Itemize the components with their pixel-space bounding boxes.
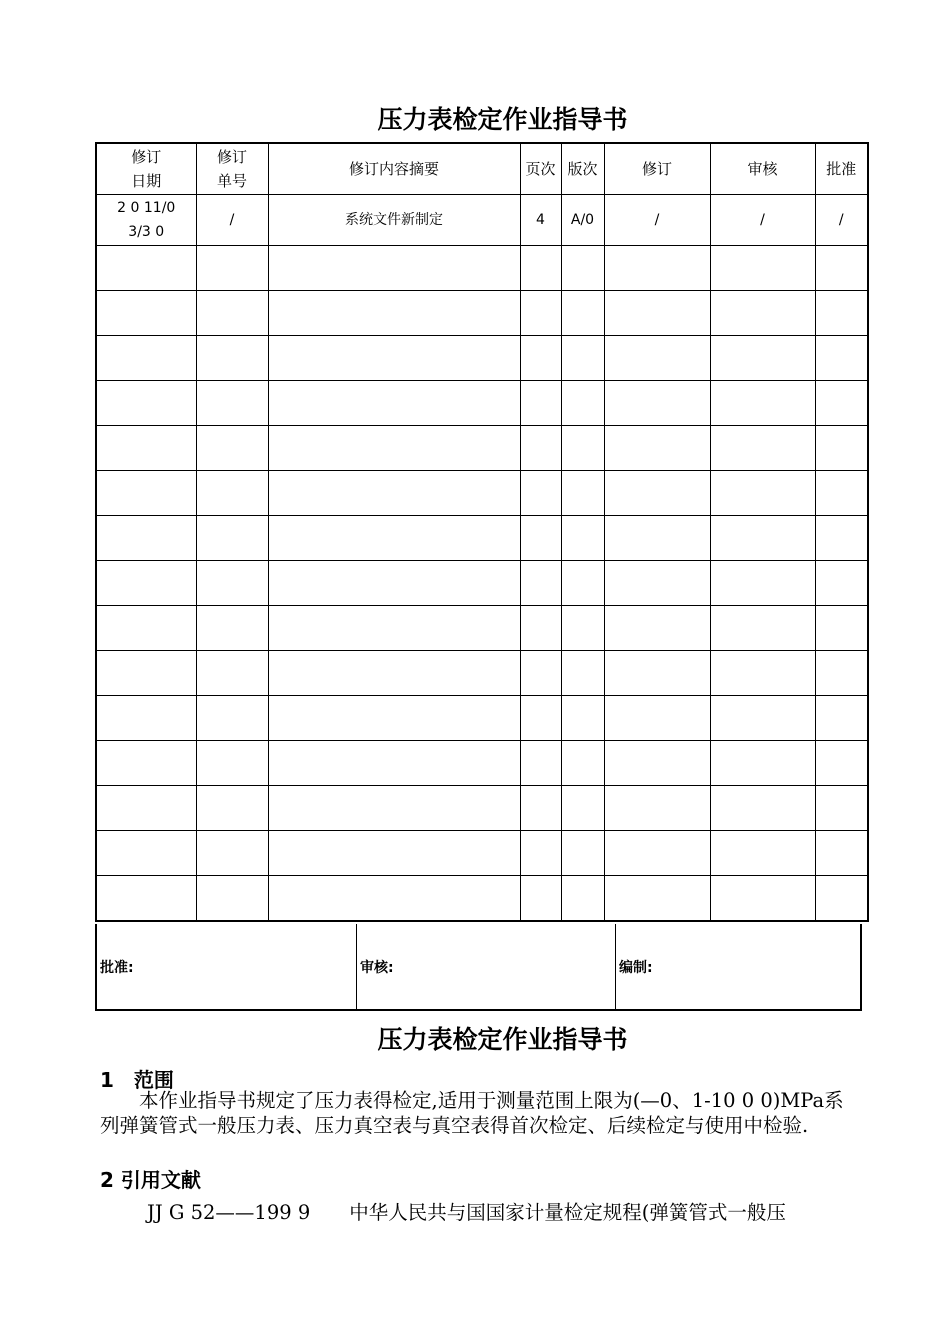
header-approve: 批准 xyxy=(815,143,868,195)
table-cell xyxy=(815,786,868,831)
table-row xyxy=(96,516,868,561)
table-cell xyxy=(196,741,268,786)
table-cell xyxy=(561,471,604,516)
table-cell xyxy=(561,696,604,741)
table-cell xyxy=(520,561,561,606)
table-cell xyxy=(268,291,520,336)
table-cell xyxy=(604,831,710,876)
table-cell xyxy=(196,336,268,381)
table-row xyxy=(96,426,868,471)
table-cell xyxy=(710,786,815,831)
table-cell xyxy=(520,246,561,291)
table-cell xyxy=(710,876,815,922)
table-row xyxy=(96,246,868,291)
table-cell xyxy=(561,381,604,426)
cell-content: 系统文件新制定 xyxy=(268,195,520,246)
table-cell xyxy=(815,831,868,876)
table-row xyxy=(96,741,868,786)
table-cell xyxy=(710,696,815,741)
table-cell xyxy=(604,606,710,651)
header-revision-number: 修订 单号 xyxy=(196,143,268,195)
table-cell xyxy=(268,696,520,741)
table-cell xyxy=(96,741,196,786)
table-cell xyxy=(520,786,561,831)
table-cell xyxy=(268,741,520,786)
table-cell xyxy=(196,561,268,606)
table-row xyxy=(96,381,868,426)
table-cell xyxy=(710,381,815,426)
table-cell xyxy=(96,381,196,426)
cell-number: / xyxy=(196,195,268,246)
table-cell xyxy=(604,291,710,336)
table-cell xyxy=(561,876,604,922)
table-cell xyxy=(268,831,520,876)
table-cell xyxy=(520,336,561,381)
table-cell xyxy=(96,561,196,606)
table-cell xyxy=(604,246,710,291)
table-cell xyxy=(96,336,196,381)
table-cell xyxy=(96,786,196,831)
table-cell xyxy=(815,651,868,696)
table-cell xyxy=(561,561,604,606)
table-cell xyxy=(96,426,196,471)
table-cell xyxy=(710,831,815,876)
table-cell xyxy=(96,291,196,336)
signoff-box xyxy=(95,924,862,1011)
table-cell xyxy=(96,516,196,561)
table-cell xyxy=(815,876,868,922)
table-cell xyxy=(561,336,604,381)
table-cell xyxy=(268,561,520,606)
table-row xyxy=(96,786,868,831)
table-cell xyxy=(520,741,561,786)
signoff-approve: 批准: xyxy=(100,959,134,976)
signoff-compile: 编制: xyxy=(615,924,864,1009)
table-cell xyxy=(268,876,520,922)
table-row xyxy=(96,195,868,246)
table-cell xyxy=(196,291,268,336)
signoff-review: 审核: xyxy=(356,924,615,1009)
header-revise: 修订 xyxy=(604,143,710,195)
table-cell xyxy=(520,426,561,471)
table-cell xyxy=(520,471,561,516)
table-cell xyxy=(604,786,710,831)
table-cell xyxy=(561,786,604,831)
table-cell xyxy=(520,291,561,336)
table-cell xyxy=(710,336,815,381)
table-cell xyxy=(268,516,520,561)
document-title-repeat: 压力表检定作业指导书 xyxy=(377,1025,628,1054)
table-cell xyxy=(268,651,520,696)
table-cell xyxy=(196,651,268,696)
table-cell xyxy=(196,606,268,651)
table-cell xyxy=(268,606,520,651)
table-cell xyxy=(268,426,520,471)
table-cell xyxy=(268,336,520,381)
table-cell xyxy=(96,876,196,922)
table-row xyxy=(96,696,868,741)
table-cell xyxy=(561,246,604,291)
table-cell xyxy=(815,246,868,291)
table-cell xyxy=(196,831,268,876)
table-cell xyxy=(604,426,710,471)
table-cell xyxy=(561,741,604,786)
table-row xyxy=(96,876,868,922)
header-version: 版次 xyxy=(561,143,604,195)
table-cell xyxy=(561,831,604,876)
table-cell xyxy=(604,696,710,741)
table-cell xyxy=(710,291,815,336)
table-cell xyxy=(604,471,710,516)
table-cell xyxy=(710,741,815,786)
table-cell xyxy=(96,696,196,741)
table-cell xyxy=(710,516,815,561)
table-cell xyxy=(196,426,268,471)
table-cell xyxy=(710,426,815,471)
table-cell xyxy=(561,426,604,471)
table-cell xyxy=(604,741,710,786)
table-cell xyxy=(520,831,561,876)
table-cell xyxy=(96,471,196,516)
cell-review: / xyxy=(710,195,815,246)
table-cell xyxy=(604,651,710,696)
table-cell xyxy=(268,246,520,291)
table-row xyxy=(96,561,868,606)
table-cell xyxy=(815,381,868,426)
table-cell xyxy=(815,471,868,516)
table-cell xyxy=(815,696,868,741)
table-cell xyxy=(710,606,815,651)
table-cell xyxy=(710,471,815,516)
table-cell xyxy=(520,651,561,696)
table-cell xyxy=(815,606,868,651)
table-cell xyxy=(604,561,710,606)
table-cell xyxy=(96,606,196,651)
table-cell xyxy=(520,876,561,922)
table-cell xyxy=(268,381,520,426)
section-1-paragraph: 本作业指导书规定了压力表得检定,适用于测量范围上限为(—0、1-10 0 0)MPa系列弹簧管式一般压力表、压力真空表与真空表得首次检定、后续检定与使用中检验. xyxy=(100,1089,844,1137)
document-title: 压力表检定作业指导书 xyxy=(377,105,628,134)
table-row xyxy=(96,606,868,651)
cell-date: 2 0 11/0 3/3 0 xyxy=(96,195,196,246)
table-cell xyxy=(561,651,604,696)
table-cell xyxy=(196,471,268,516)
table-cell xyxy=(710,246,815,291)
table-cell xyxy=(710,651,815,696)
table-row xyxy=(96,831,868,876)
header-review: 审核 xyxy=(710,143,815,195)
table-row xyxy=(96,651,868,696)
table-cell xyxy=(604,336,710,381)
table-row xyxy=(96,291,868,336)
table-cell xyxy=(815,516,868,561)
table-cell xyxy=(815,426,868,471)
table-cell xyxy=(815,741,868,786)
table-row xyxy=(96,471,868,516)
table-cell xyxy=(196,246,268,291)
table-cell xyxy=(561,291,604,336)
table-cell xyxy=(604,381,710,426)
table-cell xyxy=(561,606,604,651)
table-cell xyxy=(96,831,196,876)
table-cell xyxy=(815,336,868,381)
revision-table xyxy=(95,142,869,922)
table-cell xyxy=(604,516,710,561)
table-cell xyxy=(96,246,196,291)
table-cell xyxy=(520,516,561,561)
table-cell xyxy=(520,696,561,741)
table-cell xyxy=(561,516,604,561)
table-cell xyxy=(815,291,868,336)
cell-page: 4 xyxy=(520,195,561,246)
table-cell xyxy=(196,516,268,561)
cell-revise: / xyxy=(604,195,710,246)
table-cell xyxy=(604,876,710,922)
table-cell xyxy=(815,561,868,606)
section-1-heading: 1 范围 xyxy=(100,1068,174,1092)
header-revision-date: 修订 日期 xyxy=(96,143,196,195)
table-cell xyxy=(196,381,268,426)
header-row xyxy=(96,143,868,195)
table-cell xyxy=(710,561,815,606)
header-page: 页次 xyxy=(520,143,561,195)
table-cell xyxy=(196,786,268,831)
table-cell xyxy=(96,651,196,696)
header-content-summary: 修订内容摘要 xyxy=(268,143,520,195)
table-cell xyxy=(196,876,268,922)
table-cell xyxy=(268,786,520,831)
section-2-heading: 2 引用文献 xyxy=(100,1168,201,1192)
section-2-paragraph: JJ G 52——199 9 中华人民共与国国家计量检定规程(弹簧管式一般压 xyxy=(147,1201,786,1224)
cell-approve: / xyxy=(815,195,868,246)
cell-version: A/0 xyxy=(561,195,604,246)
table-row xyxy=(96,336,868,381)
table-cell xyxy=(196,696,268,741)
table-cell xyxy=(520,606,561,651)
table-cell xyxy=(520,381,561,426)
table-cell xyxy=(268,471,520,516)
